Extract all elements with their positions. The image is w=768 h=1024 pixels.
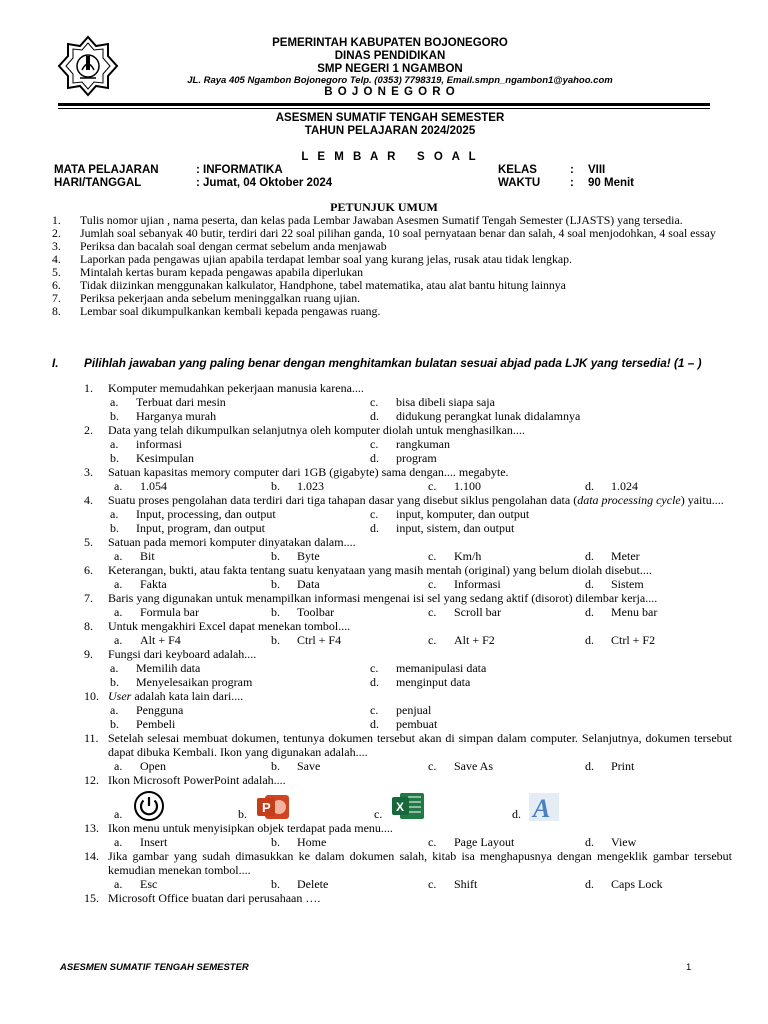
time-value: 90 Menit [588,177,635,189]
option-a[interactable] [110,507,370,521]
rule-text: Tulis nomor ujian , nama peserta, dan kelas pada Lembar Jawaban Asesmen Sumatif Tengah Semester (LJASTS) yang tersedia. [80,213,683,227]
question-2 [84,423,732,437]
option-c[interactable] [374,791,512,821]
option-a[interactable] [114,479,271,493]
option-text: Page Layout [454,835,515,849]
subject-value: : INFORMATIKA [196,164,283,176]
option-text: didukung perangkat lunak didalamnya [396,409,581,423]
gov-name: PEMERINTAH KABUPATEN BOJONEGORO [272,37,508,49]
rule-text: Jumlah soal sebanyak 40 butir, terdiri dari 22 soal pilihan ganda, 10 soal pernyataan benar dan salah, 4 soal menjodohkan, 4 soal essay [80,226,716,240]
options-8 [84,633,732,647]
svg-text:P: P [262,800,271,815]
option-text: Toolbar [297,605,335,619]
option-c[interactable] [428,877,585,891]
option-text: Meter [611,549,640,563]
option-d[interactable] [370,409,630,423]
option-letter: d. [370,451,379,465]
option-letter: c. [428,633,437,647]
rule-number: 3. [52,239,61,253]
option-text: Byte [297,549,320,563]
option-text: 1.100 [454,479,481,493]
question-number: 8. [84,619,93,633]
rule-number: 8. [52,304,61,318]
question-3 [84,465,732,479]
question-text: Satuan kapasitas memory computer dari 1GB (gigabyte) sama dengan.... megabyte. [108,465,509,479]
option-text: Sistem [611,577,644,591]
options-4 [84,507,732,535]
question-text: Satuan pada memori komputer dinyatakan dalam.... [108,535,356,549]
question-number: 11. [84,731,99,745]
power-icon [130,791,168,821]
options-11 [84,759,732,773]
question-number: 5. [84,535,93,549]
option-letter: b. [238,807,247,821]
option-text: Harganya murah [136,409,217,423]
option-letter: d. [370,717,379,731]
rules-list [52,214,732,318]
option-a[interactable] [114,835,271,849]
option-letter: a. [114,877,123,891]
option-a[interactable] [114,759,271,773]
option-letter: b. [110,521,119,535]
rule-number: 4. [52,252,61,266]
option-c[interactable] [428,577,585,591]
option-letter: d. [585,835,594,849]
option-a[interactable] [114,633,271,647]
question-number: 15. [84,891,99,905]
option-text: Insert [140,835,168,849]
class-value: VIII [588,164,606,176]
option-letter: c. [428,577,437,591]
option-letter: b. [110,409,119,423]
option-letter: b. [271,479,280,493]
rule-number: 1. [52,213,61,227]
option-text: Print [611,759,635,773]
option-text: input, sistem, dan output [396,521,515,535]
option-b[interactable] [271,835,428,849]
option-b[interactable] [271,759,428,773]
sheet-title: L E M B A R S O A L [301,151,479,163]
question-text: Setelah selesai membuat dokumen, tentunya dokumen tersebut akan di simpan dalam computer. Selanjutnya, dokumen tersebut dapat dibuka Kembali. Ikon yang digunakan adalah.... [108,731,732,759]
option-text: Input, program, dan output [136,521,265,535]
option-text: pembuat [396,717,438,731]
option-d[interactable] [585,633,742,647]
option-d[interactable] [585,479,742,493]
question-number: 6. [84,563,93,577]
time-label: WAKTU [498,177,541,189]
rule-number: 7. [52,291,61,305]
class-separator: : [570,164,574,176]
option-text: Alt + F2 [454,633,495,647]
option-text: Menu bar [611,605,658,619]
option-letter: b. [110,717,119,731]
question-8 [84,619,732,633]
option-text: input, komputer, dan output [396,507,530,521]
question-text: Baris yang digunakan untuk menampilkan informasi mengenai isi sel yang sedang aktif (disorot) dilembar kerja.... [108,591,658,605]
svg-text:A: A [533,794,551,821]
section-instruction-text: Pilihlah jawaban yang paling benar dengan menghitamkan bulatan sesuai abjad pada LJK yang tersedia! (1 – ) [84,356,702,370]
question-13 [84,821,732,835]
rule-number: 5. [52,265,61,279]
option-letter: d. [512,807,521,821]
time-separator: : [570,177,574,189]
option-text: Memilih data [136,661,201,675]
option-letter: c. [428,549,437,563]
question-number: 7. [84,591,93,605]
option-letter: d. [585,633,594,647]
question-number: 10. [84,689,99,703]
option-b[interactable] [110,717,370,731]
option-a[interactable] [110,437,370,451]
rule-text: Lembar soal dikumpulkankan kembali kepada pengawas ruang. [80,304,381,318]
option-letter: c. [370,661,379,675]
option-b[interactable] [110,675,370,689]
question-text: Untuk mengakhiri Excel dapat menekan tombol.... [108,619,351,633]
option-d[interactable] [370,717,630,731]
header-divider-thick [58,103,710,106]
option-text: Pembeli [136,717,176,731]
option-text: informasi [136,437,182,451]
dept-name: DINAS PENDIDIKAN [334,50,446,62]
option-c[interactable] [370,395,630,409]
option-text: Km/h [454,549,482,563]
option-a[interactable] [110,395,370,409]
option-letter: b. [110,675,119,689]
rule-text: Periksa pekerjaan anda sebelum meninggalkan ruang ujian. [80,291,361,305]
rule-text: Laporkan pada pengawas ujian apabila terdapat lembar soal yang kurang jelas, rusak atau tidak lengkap. [80,252,573,266]
option-text: rangkuman [396,437,450,451]
question-number: 4. [84,493,93,507]
option-text: Kesimpulan [136,451,194,465]
city-name: B O J O N E G O R O [324,86,456,98]
question-15 [84,891,732,905]
option-letter: b. [271,633,280,647]
option-d[interactable] [585,835,742,849]
option-letter: d. [370,521,379,535]
option-c[interactable] [370,703,630,717]
option-letter: d. [585,759,594,773]
option-letter: a. [114,549,123,563]
question-number: 12. [84,773,99,787]
section-instruction [52,356,732,370]
option-text: penjual [396,703,432,717]
question-number: 14. [84,849,99,863]
option-letter: d. [585,549,594,563]
option-c[interactable] [428,759,585,773]
school-address: JL. Raya 405 Ngambon Bojonegoro Telp. (0353) 7798319, Email.smpn_ngambon1@yahoo.com [187,75,613,86]
question-text: Data yang telah dikumpulkan selanjutnya oleh komputer diolah untuk menghasilkan.... [108,423,525,437]
option-text: View [611,835,637,849]
option-text: 1.054 [140,479,167,493]
rule-number: 2. [52,226,61,240]
option-letter: b. [271,549,280,563]
option-letter: c. [370,437,379,451]
question-text: Ikon menu untuk menyisipkan objek terdapat pada menu.... [108,821,393,835]
options-12 [84,787,732,821]
powerpoint-icon [255,793,291,821]
class-label: KELAS [498,164,537,176]
question-number: 2. [84,423,93,437]
options-10 [84,703,732,731]
option-a[interactable] [110,661,370,675]
options-1 [84,395,732,423]
option-letter: c. [428,877,437,891]
section-number: I. [52,356,59,370]
rule-number: 6. [52,278,61,292]
question-number: 1. [84,381,93,395]
date-label: HARI/TANGGAL [54,177,142,189]
option-c[interactable] [370,507,630,521]
school-name: SMP NEGERI 1 NGAMBON [317,63,463,75]
option-c[interactable] [428,605,585,619]
option-a[interactable] [114,791,238,821]
option-b[interactable] [238,793,374,821]
option-text: program [396,451,437,465]
option-letter: d. [370,675,379,689]
option-letter: c. [428,605,437,619]
option-letter: c. [374,807,383,821]
question-14 [84,849,732,877]
option-text: Pengguna [136,703,184,717]
option-d[interactable] [585,577,742,591]
question-text: Suatu proses pengolahan data terdiri dari tiga tahapan dasar yang disebut siklus pengolahan data (data processing cycle) yaitu.... [108,493,724,507]
option-b[interactable] [110,409,370,423]
rule-text: Periksa dan bacalah soal dengan cermat sebelum anda menjawab [80,239,387,253]
question-text: Fungsi dari keyboard adalah.... [108,647,257,661]
question-text: Komputer memudahkan pekerjaan manusia karena.... [108,381,364,395]
option-letter: c. [428,759,437,773]
rule-text: Tidak diizinkan menggunakan kalkulator, Handphone, tabel matematika, atau alat bantu hitung lainnya [80,278,566,292]
option-text: Scroll bar [454,605,501,619]
option-a[interactable] [114,577,271,591]
option-letter: b. [271,759,280,773]
option-letter: a. [114,807,123,821]
option-letter: d. [585,605,594,619]
option-letter: b. [271,605,280,619]
question-4 [84,493,732,507]
option-text: Delete [297,877,329,891]
header-divider-thin [58,108,710,109]
option-letter: a. [114,605,123,619]
option-d[interactable] [512,793,632,821]
option-letter: b. [271,577,280,591]
subject-label: MATA PELAJARAN [54,164,159,176]
option-text: Informasi [454,577,501,591]
option-text: bisa dibeli siapa saja [396,395,495,409]
date-value: : Jumat, 04 Oktober 2024 [196,177,333,189]
question-number: 9. [84,647,93,661]
option-a[interactable] [110,703,370,717]
options-9 [84,661,732,689]
option-b[interactable] [271,605,428,619]
footer-label: ASESMEN SUMATIF TENGAH SEMESTER [60,962,249,973]
option-c[interactable] [428,479,585,493]
option-letter: a. [110,437,119,451]
option-text: 1.023 [297,479,324,493]
option-letter: c. [428,479,437,493]
question-12 [84,773,732,787]
question-9 [84,647,732,661]
option-letter: d. [370,409,379,423]
option-b[interactable] [271,877,428,891]
option-b[interactable] [271,633,428,647]
question-text: Ikon Microsoft PowerPoint adalah.... [108,773,286,787]
option-text: menginput data [396,675,471,689]
option-letter: b. [271,835,280,849]
option-text: Menyelesaikan program [136,675,253,689]
svg-text:X: X [396,800,405,814]
option-b[interactable] [110,521,370,535]
options-2 [84,437,732,465]
option-b[interactable] [271,577,428,591]
option-c[interactable] [428,549,585,563]
exam-year: TAHUN PELAJARAN 2024/2025 [304,125,476,137]
option-letter: a. [110,661,119,675]
option-text: Formula bar [140,605,199,619]
option-d[interactable] [370,451,630,465]
exam-title: ASESMEN SUMATIF TENGAH SEMESTER [275,112,505,124]
option-letter: c. [428,835,437,849]
option-c[interactable] [428,633,585,647]
school-logo [56,34,120,98]
question-text: Microsoft Office buatan dari perusahaan …. [108,891,321,905]
option-letter: c. [370,395,379,409]
option-text: Ctrl + F4 [297,633,342,647]
question-11 [84,731,732,759]
option-text: Data [297,577,320,591]
option-text: Caps Lock [611,877,663,891]
rules-title: PETUNJUK UMUM [330,200,438,214]
option-text: Open [140,759,166,773]
question-7 [84,591,732,605]
option-d[interactable] [585,759,742,773]
option-letter: c. [370,507,379,521]
question-number: 3. [84,465,93,479]
question-list [84,381,732,905]
option-text: memanipulasi data [396,661,487,675]
option-text: Terbuat dari mesin [136,395,226,409]
option-text: Shift [454,877,478,891]
question-text: User adalah kata lain dari.... [108,689,244,703]
options-3 [84,479,732,493]
option-b[interactable] [271,549,428,563]
question-6 [84,563,732,577]
option-letter: d. [585,877,594,891]
option-letter: a. [110,395,119,409]
option-text: Fakta [140,577,167,591]
rule-item [52,305,732,318]
option-letter: c. [370,703,379,717]
option-a[interactable] [114,605,271,619]
options-6 [84,577,732,591]
options-14 [84,877,732,891]
option-letter: d. [585,577,594,591]
excel-icon [390,791,426,821]
option-text: Save As [454,759,493,773]
question-number: 13. [84,821,99,835]
option-b[interactable] [110,451,370,465]
option-d[interactable] [585,549,742,563]
option-text: Input, processing, dan output [136,507,276,521]
option-a[interactable] [114,549,271,563]
option-text: Save [297,759,321,773]
option-d[interactable] [370,675,630,689]
option-c[interactable] [428,835,585,849]
option-text: Bit [140,549,155,563]
option-letter: a. [114,835,123,849]
question-text: Jika gambar yang sudah dimasukkan ke dalam dokumen salah, kitab isa menghapusnya dengan mengeklik gambar tersebut kemudian menekan tombol.... [108,849,732,877]
option-letter: a. [114,479,123,493]
options-13 [84,835,732,849]
option-d[interactable] [585,605,742,619]
options-5 [84,549,732,563]
option-text: Alt + F4 [140,633,181,647]
question-10 [84,689,732,703]
option-c[interactable] [370,661,630,675]
option-d[interactable] [370,521,630,535]
option-letter: a. [110,703,119,717]
question-1 [84,381,732,395]
option-a[interactable] [114,877,271,891]
option-text: Esc [140,877,158,891]
option-letter: d. [585,479,594,493]
question-5 [84,535,732,549]
option-text: Home [297,835,327,849]
option-text: Ctrl + F2 [611,633,656,647]
option-c[interactable] [370,437,630,451]
option-letter: b. [271,877,280,891]
option-letter: a. [114,759,123,773]
option-letter: a. [114,577,123,591]
options-7 [84,605,732,619]
option-letter: b. [110,451,119,465]
question-text: Keterangan, bukti, atau fakta tentang suatu kenyataan yang masih mentah (original) yang belum diolah disebut.... [108,563,652,577]
option-text: 1.024 [611,479,638,493]
rule-text: Mintalah kertas buram kepada pengawas apabila diperlukan [80,265,364,279]
option-letter: a. [114,633,123,647]
page-number: 1 [686,962,692,973]
option-d[interactable] [585,877,742,891]
option-letter: a. [110,507,119,521]
option-b[interactable] [271,479,428,493]
wordart-icon [529,793,559,821]
